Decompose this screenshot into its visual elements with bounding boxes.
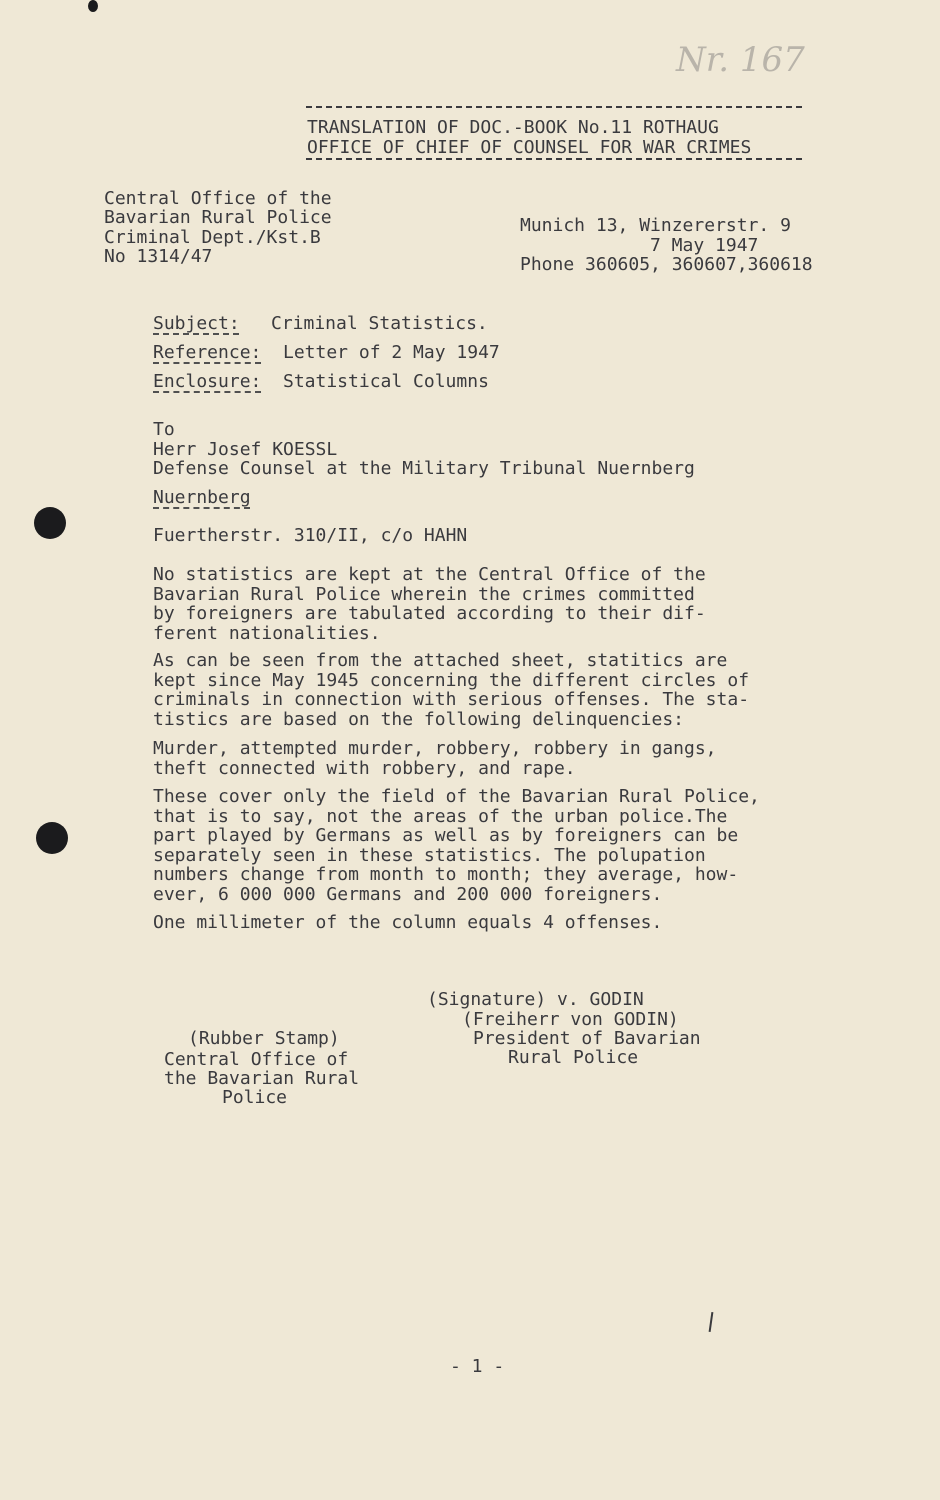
body-paragraph: Murder, attempted murder, robbery, robbery in gangs, theft connected with robbery, and rape. xyxy=(153,738,717,779)
stamp-line-1: (Rubber Stamp) xyxy=(188,1028,340,1049)
recipient-name: Herr Josef KOESSL xyxy=(153,439,338,460)
address-date: 7 May 1947 xyxy=(650,235,759,256)
recipient-street: Fuertherstr. 310/II, c/o HAHN xyxy=(153,525,468,546)
stamp-line-2: Central Office of xyxy=(164,1049,349,1070)
sender-line: Bavarian Rural Police xyxy=(104,207,332,228)
signature-line-1: (Signature) v. GODIN xyxy=(427,989,644,1010)
stamp-line-3: the Bavarian Rural xyxy=(164,1068,360,1089)
sender-line: No 1314/47 xyxy=(104,246,213,267)
recipient-to: To xyxy=(153,419,175,440)
page-number: - 1 - xyxy=(450,1356,505,1377)
ref-value-enclosure: Statistical Columns xyxy=(283,371,489,392)
body-paragraph: One millimeter of the column equals 4 offenses. xyxy=(153,912,663,933)
ref-label-enclosure: Enclosure: xyxy=(153,371,262,392)
handwritten-note: Nr. 167 xyxy=(676,40,805,80)
pencil-mark xyxy=(709,1312,714,1332)
signature-line-3: President of Bavarian xyxy=(473,1028,701,1049)
punch-hole-bottom xyxy=(36,822,68,854)
ink-spot xyxy=(88,0,98,12)
header-line-2: OFFICE OF CHIEF OF COUNSEL FOR WAR CRIMES xyxy=(307,137,752,158)
sender-line: Criminal Dept./Kst.B xyxy=(104,227,321,248)
address-phone: Phone 360605, 360607,360618 xyxy=(520,254,813,275)
ref-value-subject: Criminal Statistics. xyxy=(271,313,488,334)
punch-hole-top xyxy=(34,507,66,539)
body-paragraph: These cover only the field of the Bavarian Rural Police, that is to say, not the areas of the urban police.The part played by Germans as well as by foreigners can be separately seen in these statistics. The polupation numbers change from month to month; they average, how- ever, 6 000 000 Germans and 200 000 foreigners. xyxy=(153,786,760,905)
header-line-1: TRANSLATION OF DOC.-BOOK No.11 ROTHAUG xyxy=(307,117,719,138)
recipient-city: Nuernberg xyxy=(153,487,251,508)
recipient-title: Defense Counsel at the Military Tribunal Nuernberg xyxy=(153,458,695,479)
body-paragraph: No statistics are kept at the Central Office of the Bavarian Rural Police wherein the crimes committed by foreigners are tabulated according to their dif- ferent nationalities. xyxy=(153,564,706,644)
header-rule-bottom xyxy=(306,158,802,160)
stamp-line-4: Police xyxy=(222,1087,288,1108)
body-paragraph: As can be seen from the attached sheet, statitics are kept since May 1945 concerning the different circles of criminals in connection with serious offenses. The sta- tistics are based on the following delinquencies: xyxy=(153,650,750,730)
ref-value-reference: Letter of 2 May 1947 xyxy=(283,342,500,363)
header-rule-top xyxy=(306,106,802,108)
ref-label-subject: Subject: xyxy=(153,313,240,334)
signature-line-4: Rural Police xyxy=(508,1047,639,1068)
address-street: Munich 13, Winzererstr. 9 xyxy=(520,215,791,236)
sender-line: Central Office of the xyxy=(104,188,332,209)
signature-line-2: (Freiherr von GODIN) xyxy=(462,1009,679,1030)
ref-label-reference: Reference: xyxy=(153,342,262,363)
